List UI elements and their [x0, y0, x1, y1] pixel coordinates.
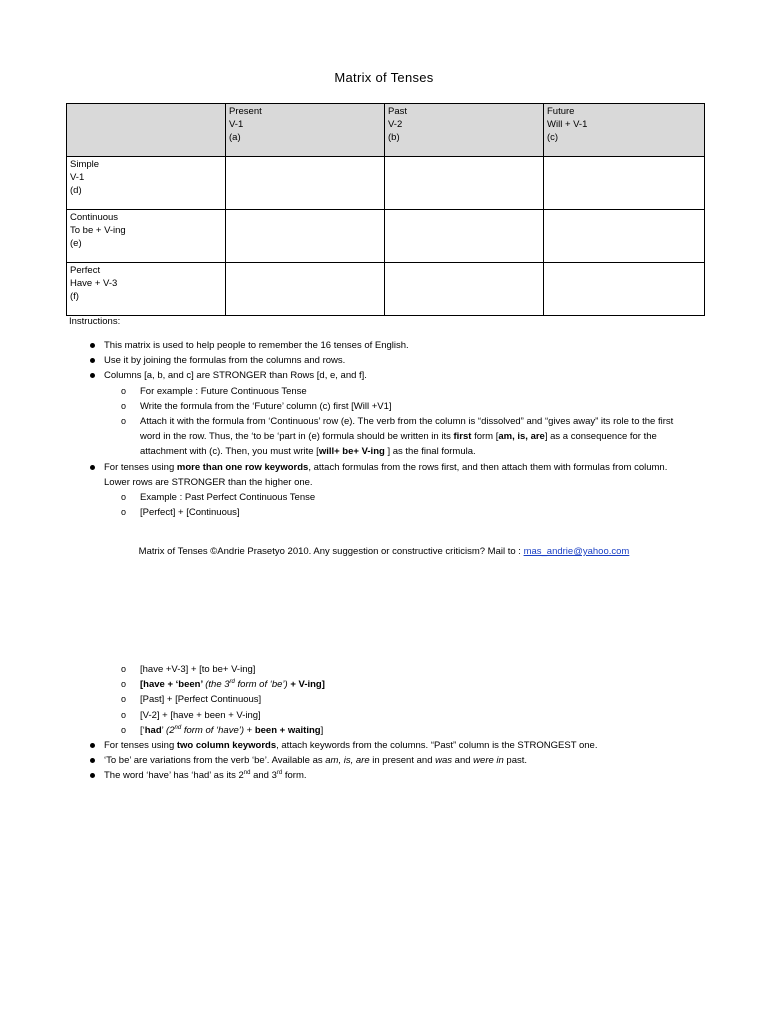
matrix-row-continuous: [67, 210, 705, 263]
matrix-cell: [226, 157, 385, 210]
row-header-simple: [67, 157, 226, 210]
text-run: ‘To be’ are variations from the verb ‘be’. Available as: [104, 755, 326, 767]
row-name: Continuous: [70, 212, 119, 223]
row-formula: V-1: [70, 172, 85, 183]
sub-list-item: [0, 399, 685, 414]
bold-text: had: [144, 724, 162, 736]
column-header-present: [226, 104, 385, 157]
bold-text: more than one row keywords: [176, 461, 309, 473]
matrix-row-perfect: [67, 263, 705, 316]
bold-text: first: [453, 431, 472, 443]
text-run: For tenses using: [104, 740, 177, 752]
sub-list-item: [0, 708, 597, 723]
matrix-cell: [226, 210, 385, 263]
column-formula: V-2: [388, 119, 403, 130]
italic-text: were in: [473, 755, 504, 767]
copyright-footer: [0, 546, 768, 557]
sub-list-item: [0, 505, 685, 520]
column-header-future: [544, 104, 705, 157]
row-formula: Have + V-3: [70, 278, 118, 289]
sub-bullet-text: [140, 414, 685, 460]
italic-text: was: [435, 755, 453, 767]
bullet-text: This matrix is used to help people to remember the 16 tenses of English.: [104, 340, 409, 351]
sub-bullet-text: [140, 725, 323, 736]
sub-list-item: [0, 662, 597, 677]
text-run: , attach formulas from the rows first, and then attach them with formulas from column. Lower rows are STRONGER than the higher one.: [104, 461, 668, 488]
text-run: For tenses using: [104, 461, 177, 473]
matrix-cell: [226, 263, 385, 316]
text-run: form of ‘be’): [234, 679, 288, 691]
italic-text: [205, 679, 287, 690]
text-run: and 3: [250, 770, 277, 782]
sub-bullet-text: [Perfect] + [Continuous]: [140, 507, 240, 519]
matrix-cell: [544, 210, 705, 263]
text-run: past.: [503, 755, 528, 767]
text-run: ’: [161, 724, 167, 736]
column-code: (a): [229, 132, 241, 143]
bold-text: am, is, are: [498, 431, 545, 443]
sub-list-item: [0, 677, 597, 692]
instructions-label: Instructions:: [69, 316, 121, 327]
list-item: [0, 738, 597, 753]
bold-text: been: [178, 679, 201, 691]
row-name: Simple: [70, 159, 100, 170]
sub-list-item: [0, 692, 597, 707]
column-formula: V-1: [229, 119, 244, 130]
text-run: ] as a consequence for the attachment with (c). Then, you must write [: [140, 431, 657, 458]
text-run: (the 3: [205, 679, 230, 691]
matrix-header-row: [67, 104, 705, 157]
email-link[interactable]: mas_andrie@yahoo.com: [523, 546, 630, 557]
bold-text: [have + ‘: [140, 679, 179, 691]
bold-text: will+ be+ V-ing: [318, 446, 385, 458]
column-header-past: [385, 104, 544, 157]
bullet-text: [104, 755, 527, 766]
text-run: ] as the final formula.: [384, 446, 476, 458]
footer-text: Matrix of Tenses ©Andrie Prasetyo 2010. Any suggestion or constructive criticism? Mail to :: [138, 546, 524, 557]
sub-bullet-text: [Past] + [Perfect Continuous]: [140, 694, 262, 706]
sub-list-item: [0, 490, 685, 505]
sub-bullet-text: [140, 679, 325, 690]
column-code: (c): [547, 132, 559, 143]
continued-list: [0, 662, 597, 784]
column-code: (b): [388, 132, 400, 143]
row-code: (d): [70, 185, 82, 196]
column-name: Past: [388, 106, 408, 117]
sub-bullet-text: [V-2] + [have + been + V-ing]: [140, 709, 261, 721]
matrix-cell: [544, 263, 705, 316]
list-item: [0, 768, 597, 783]
column-formula: Will + V-1: [547, 119, 588, 130]
row-header-continuous: [67, 210, 226, 263]
column-name: Present: [229, 106, 262, 117]
text-run: in present and: [369, 755, 436, 767]
superscript: rd: [276, 770, 283, 777]
text-run: and: [452, 755, 474, 767]
page-title: Matrix of Tenses: [334, 70, 434, 85]
matrix-cell: [385, 263, 544, 316]
bullet-text: Columns [a, b, and c] are STRONGER than Rows [d, e, and f].: [104, 370, 367, 382]
matrix-cell: [385, 210, 544, 263]
instructions-list: [0, 338, 685, 520]
sub-bullet-text: For example : Future Continuous Tense: [140, 385, 307, 397]
matrix-corner-cell: [67, 104, 226, 157]
sub-list-item: [0, 384, 685, 399]
bold-text: been + waiting: [254, 724, 321, 736]
bullet-text: Use it by joining the formulas from the columns and rows.: [104, 355, 346, 367]
superscript: nd: [243, 770, 251, 777]
text-run: ]: [320, 724, 324, 736]
italic-text: [166, 725, 244, 736]
sub-list-item: [0, 723, 597, 738]
row-name: Perfect: [70, 265, 101, 276]
column-name: Future: [547, 106, 575, 117]
bullet-text: [104, 770, 307, 781]
sub-list-item: [0, 414, 685, 460]
row-code: (f): [70, 291, 79, 302]
superscript: rd: [229, 679, 235, 686]
text-run: (2: [166, 724, 175, 736]
list-item: [0, 460, 685, 490]
row-formula: To be + V-ing: [70, 225, 126, 236]
text-run: , attach keywords from the columns. “Past” column is the STRONGEST one.: [276, 740, 598, 752]
list-item: [0, 338, 685, 353]
list-item: [0, 353, 685, 368]
list-item: [0, 368, 685, 383]
row-code: (e): [70, 238, 82, 249]
text-run: form [: [471, 431, 499, 443]
bold-text: two column keywords: [176, 740, 277, 752]
sub-bullet-text: Example : Past Perfect Continuous Tense: [140, 492, 316, 504]
text-run: form.: [282, 770, 307, 782]
italic-text: am, is, are: [325, 755, 370, 767]
text-run: Attach it with the formula from ‘Continuous’ row (e). The verb from the column is “dissolved” and “gives away” its role to the first word in the row. Thus, the ‘to be ‘part in (e) formula should be written in its: [140, 416, 674, 443]
sub-bullet-text: [have +V-3] + [to be+ V-ing]: [140, 664, 256, 675]
bold-text: + V-ing]: [287, 679, 325, 691]
superscript: nd: [174, 724, 182, 731]
text-run: The word ‘have’ has ‘had’ as its 2: [104, 770, 244, 782]
bullet-text: [104, 740, 597, 751]
matrix-cell: [385, 157, 544, 210]
matrix-row-simple: [67, 157, 705, 210]
tense-matrix-table: [66, 103, 705, 316]
matrix-cell: [544, 157, 705, 210]
text-run: [‘: [140, 724, 145, 736]
row-header-perfect: [67, 263, 226, 316]
bullet-text: [104, 460, 684, 490]
sub-bullet-text: Write the formula from the ‘Future’ column (c) first [Will +V1]: [140, 400, 392, 412]
text-run: form of ‘have’): [181, 724, 245, 736]
bold-text: ’: [200, 679, 206, 691]
list-item: [0, 753, 597, 768]
text-run: +: [244, 724, 255, 736]
